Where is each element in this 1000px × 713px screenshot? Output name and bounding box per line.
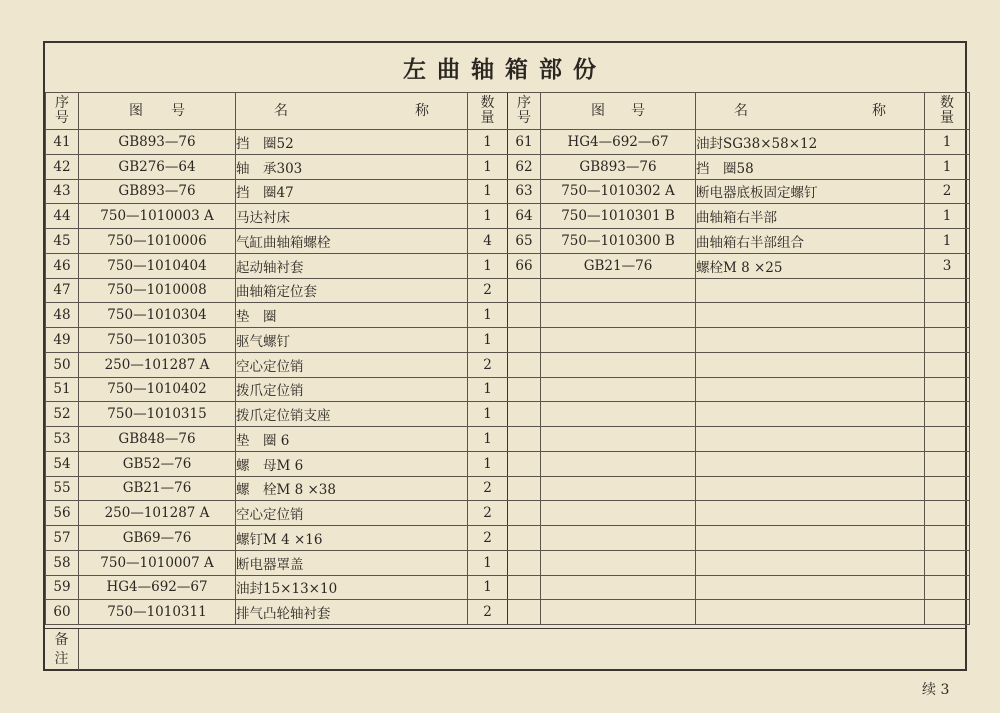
row-quantity: 2 bbox=[925, 179, 970, 204]
row-quantity bbox=[925, 575, 970, 600]
row-part-name: 拨爪定位销 bbox=[236, 377, 468, 402]
row-seq bbox=[508, 377, 541, 402]
row-seq bbox=[508, 402, 541, 427]
row-seq: 51 bbox=[46, 377, 79, 402]
row-seq bbox=[508, 352, 541, 377]
table-row bbox=[46, 427, 508, 452]
row-seq bbox=[508, 575, 541, 600]
row-part-name: 螺钉M 4 ×16 bbox=[236, 526, 468, 551]
row-quantity: 1 bbox=[468, 377, 508, 402]
row-drawing-number bbox=[541, 575, 696, 600]
row-drawing-number: GB893—76 bbox=[541, 154, 696, 179]
row-quantity bbox=[925, 352, 970, 377]
row-drawing-number bbox=[541, 278, 696, 303]
table-row bbox=[46, 278, 508, 303]
table-row bbox=[508, 154, 970, 179]
row-part-name: 油封15×13×10 bbox=[236, 575, 468, 600]
row-quantity: 1 bbox=[468, 451, 508, 476]
row-part-name bbox=[696, 427, 925, 452]
row-part-name: 空心定位销 bbox=[236, 352, 468, 377]
parts-list-sheet bbox=[43, 41, 967, 671]
row-drawing-number: 750—1010305 bbox=[79, 328, 236, 353]
row-drawing-number bbox=[541, 402, 696, 427]
row-drawing-number: 750—1010304 bbox=[79, 303, 236, 328]
row-quantity: 1 bbox=[468, 179, 508, 204]
row-drawing-number: GB21—76 bbox=[79, 476, 236, 501]
row-part-name: 断电器罩盖 bbox=[236, 550, 468, 575]
row-quantity bbox=[925, 600, 970, 625]
row-seq: 46 bbox=[46, 253, 79, 278]
row-seq: 56 bbox=[46, 501, 79, 526]
header-qty: 数 量 bbox=[925, 93, 970, 130]
table-row bbox=[46, 253, 508, 278]
row-quantity: 1 bbox=[468, 154, 508, 179]
parts-table-right bbox=[507, 92, 970, 625]
row-seq: 58 bbox=[46, 550, 79, 575]
row-drawing-number: GB69—76 bbox=[79, 526, 236, 551]
row-drawing-number bbox=[541, 377, 696, 402]
row-quantity: 1 bbox=[468, 402, 508, 427]
row-drawing-number: 750—1010300 B bbox=[541, 229, 696, 254]
row-drawing-number: HG4—692—67 bbox=[79, 575, 236, 600]
row-part-name bbox=[696, 402, 925, 427]
table-row bbox=[508, 204, 970, 229]
row-drawing-number: 750—1010402 bbox=[79, 377, 236, 402]
row-quantity: 1 bbox=[468, 204, 508, 229]
row-drawing-number: 250—101287 A bbox=[79, 352, 236, 377]
table-row bbox=[508, 575, 970, 600]
row-drawing-number bbox=[541, 451, 696, 476]
row-quantity: 1 bbox=[468, 575, 508, 600]
row-quantity: 2 bbox=[468, 526, 508, 551]
row-part-name: 垫 圈 bbox=[236, 303, 468, 328]
row-part-name: 马达衬床 bbox=[236, 204, 468, 229]
row-part-name: 轴 承303 bbox=[236, 154, 468, 179]
table-row bbox=[46, 550, 508, 575]
table-row bbox=[508, 179, 970, 204]
table-row bbox=[508, 278, 970, 303]
row-seq: 47 bbox=[46, 278, 79, 303]
table-row bbox=[508, 377, 970, 402]
row-part-name: 驱气螺钉 bbox=[236, 328, 468, 353]
row-seq: 42 bbox=[46, 154, 79, 179]
row-quantity: 2 bbox=[468, 278, 508, 303]
table-row bbox=[46, 130, 508, 155]
row-seq: 66 bbox=[508, 253, 541, 278]
row-part-name bbox=[696, 451, 925, 476]
row-part-name bbox=[696, 303, 925, 328]
row-quantity: 1 bbox=[468, 253, 508, 278]
row-part-name: 挡 圈52 bbox=[236, 130, 468, 155]
row-seq bbox=[508, 303, 541, 328]
row-seq: 65 bbox=[508, 229, 541, 254]
row-seq: 48 bbox=[46, 303, 79, 328]
table-row bbox=[508, 600, 970, 625]
table-row bbox=[508, 526, 970, 551]
table-row bbox=[46, 501, 508, 526]
row-part-name: 螺栓M 8 ×25 bbox=[696, 253, 925, 278]
row-quantity bbox=[925, 550, 970, 575]
table-row bbox=[46, 352, 508, 377]
row-part-name: 垫 圈 6 bbox=[236, 427, 468, 452]
table-row bbox=[508, 253, 970, 278]
table-row bbox=[508, 303, 970, 328]
row-quantity bbox=[925, 303, 970, 328]
row-quantity: 1 bbox=[468, 130, 508, 155]
row-quantity: 2 bbox=[468, 501, 508, 526]
row-drawing-number: 750—1010302 A bbox=[541, 179, 696, 204]
row-drawing-number bbox=[541, 476, 696, 501]
table-row bbox=[46, 303, 508, 328]
row-part-name: 排气凸轮轴衬套 bbox=[236, 600, 468, 625]
row-drawing-number: 750—1010315 bbox=[79, 402, 236, 427]
table-row bbox=[508, 352, 970, 377]
row-seq: 59 bbox=[46, 575, 79, 600]
row-seq: 64 bbox=[508, 204, 541, 229]
row-seq bbox=[508, 328, 541, 353]
row-drawing-number bbox=[541, 303, 696, 328]
row-part-name bbox=[696, 352, 925, 377]
row-part-name: 螺 母M 6 bbox=[236, 451, 468, 476]
table-row bbox=[46, 451, 508, 476]
row-drawing-number: 750—1010006 bbox=[79, 229, 236, 254]
row-quantity: 1 bbox=[925, 130, 970, 155]
row-part-name: 气缸曲轴箱螺栓 bbox=[236, 229, 468, 254]
row-quantity: 1 bbox=[925, 204, 970, 229]
row-quantity bbox=[925, 451, 970, 476]
header-drawing: 图 号 bbox=[79, 93, 236, 130]
table-row bbox=[46, 179, 508, 204]
row-seq bbox=[508, 600, 541, 625]
row-seq bbox=[508, 451, 541, 476]
row-seq bbox=[508, 427, 541, 452]
row-part-name: 挡 圈58 bbox=[696, 154, 925, 179]
table-row bbox=[508, 328, 970, 353]
row-part-name: 拨爪定位销支座 bbox=[236, 402, 468, 427]
table-row bbox=[46, 600, 508, 625]
row-seq: 60 bbox=[46, 600, 79, 625]
row-seq: 63 bbox=[508, 179, 541, 204]
table-row bbox=[46, 328, 508, 353]
row-drawing-number: GB21—76 bbox=[541, 253, 696, 278]
table-row bbox=[508, 501, 970, 526]
row-seq: 43 bbox=[46, 179, 79, 204]
row-quantity bbox=[925, 377, 970, 402]
row-seq bbox=[508, 501, 541, 526]
row-drawing-number bbox=[541, 550, 696, 575]
row-drawing-number: 750—1010003 A bbox=[79, 204, 236, 229]
header-name: 名 称 bbox=[696, 93, 925, 130]
header-seq: 序 号 bbox=[508, 93, 541, 130]
table-row bbox=[508, 550, 970, 575]
row-drawing-number bbox=[541, 427, 696, 452]
row-part-name bbox=[696, 526, 925, 551]
row-part-name: 油封SG38×58×12 bbox=[696, 130, 925, 155]
row-drawing-number: 750—1010301 B bbox=[541, 204, 696, 229]
row-seq: 55 bbox=[46, 476, 79, 501]
row-drawing-number bbox=[541, 526, 696, 551]
row-seq bbox=[508, 526, 541, 551]
row-part-name: 曲轴箱右半部 bbox=[696, 204, 925, 229]
row-drawing-number: GB52—76 bbox=[79, 451, 236, 476]
parts-table-left bbox=[45, 92, 508, 625]
row-seq: 41 bbox=[46, 130, 79, 155]
row-quantity: 2 bbox=[468, 600, 508, 625]
row-quantity: 1 bbox=[925, 229, 970, 254]
table-row bbox=[508, 130, 970, 155]
row-quantity bbox=[925, 402, 970, 427]
row-seq bbox=[508, 278, 541, 303]
row-drawing-number: GB893—76 bbox=[79, 179, 236, 204]
row-seq: 53 bbox=[46, 427, 79, 452]
row-seq bbox=[508, 550, 541, 575]
row-drawing-number bbox=[541, 501, 696, 526]
row-quantity: 1 bbox=[925, 154, 970, 179]
notes-label: 备 注 bbox=[45, 629, 79, 670]
row-seq: 52 bbox=[46, 402, 79, 427]
row-part-name: 空心定位销 bbox=[236, 501, 468, 526]
row-quantity: 1 bbox=[468, 427, 508, 452]
row-quantity: 4 bbox=[468, 229, 508, 254]
row-seq: 61 bbox=[508, 130, 541, 155]
row-drawing-number: 750—1010007 A bbox=[79, 550, 236, 575]
row-part-name bbox=[696, 377, 925, 402]
row-seq: 62 bbox=[508, 154, 541, 179]
row-part-name: 螺 栓M 8 ×38 bbox=[236, 476, 468, 501]
row-drawing-number: 250—101287 A bbox=[79, 501, 236, 526]
row-drawing-number: 750—1010404 bbox=[79, 253, 236, 278]
table-row bbox=[508, 476, 970, 501]
table-row bbox=[46, 526, 508, 551]
table-row bbox=[508, 402, 970, 427]
row-part-name bbox=[696, 278, 925, 303]
row-drawing-number: GB276—64 bbox=[79, 154, 236, 179]
row-seq: 45 bbox=[46, 229, 79, 254]
row-quantity bbox=[925, 476, 970, 501]
row-quantity: 2 bbox=[468, 476, 508, 501]
title-row bbox=[45, 43, 965, 93]
row-drawing-number: GB848—76 bbox=[79, 427, 236, 452]
row-part-name bbox=[696, 501, 925, 526]
row-quantity: 1 bbox=[468, 303, 508, 328]
table-row bbox=[46, 154, 508, 179]
table-row bbox=[46, 476, 508, 501]
row-part-name: 曲轴箱右半部组合 bbox=[696, 229, 925, 254]
row-part-name bbox=[696, 575, 925, 600]
row-part-name bbox=[696, 600, 925, 625]
notes-row bbox=[45, 628, 965, 670]
row-seq: 50 bbox=[46, 352, 79, 377]
row-quantity bbox=[925, 501, 970, 526]
row-quantity bbox=[925, 427, 970, 452]
row-drawing-number: 750—1010008 bbox=[79, 278, 236, 303]
row-quantity bbox=[925, 526, 970, 551]
row-part-name bbox=[696, 476, 925, 501]
row-quantity: 2 bbox=[468, 352, 508, 377]
row-quantity bbox=[925, 328, 970, 353]
table-row bbox=[46, 204, 508, 229]
header-qty: 数 量 bbox=[468, 93, 508, 130]
row-part-name: 曲轴箱定位套 bbox=[236, 278, 468, 303]
header-name: 名 称 bbox=[236, 93, 468, 130]
row-part-name bbox=[696, 550, 925, 575]
table-row bbox=[46, 229, 508, 254]
row-drawing-number bbox=[541, 352, 696, 377]
table-row bbox=[46, 377, 508, 402]
row-drawing-number: 750—1010311 bbox=[79, 600, 236, 625]
row-part-name: 挡 圈47 bbox=[236, 179, 468, 204]
row-drawing-number: HG4—692—67 bbox=[541, 130, 696, 155]
header-seq: 序 号 bbox=[46, 93, 79, 130]
row-drawing-number bbox=[541, 600, 696, 625]
row-part-name bbox=[696, 328, 925, 353]
row-part-name: 起动轴衬套 bbox=[236, 253, 468, 278]
row-drawing-number: GB893—76 bbox=[79, 130, 236, 155]
row-seq: 54 bbox=[46, 451, 79, 476]
row-seq: 49 bbox=[46, 328, 79, 353]
page-number: 续 3 bbox=[922, 682, 950, 698]
row-part-name: 断电器底板固定螺钉 bbox=[696, 179, 925, 204]
header-drawing: 图 号 bbox=[541, 93, 696, 130]
row-quantity bbox=[925, 278, 970, 303]
row-quantity: 1 bbox=[468, 328, 508, 353]
table-row bbox=[46, 402, 508, 427]
table-row bbox=[508, 451, 970, 476]
row-seq: 57 bbox=[46, 526, 79, 551]
table-row bbox=[508, 229, 970, 254]
row-quantity: 3 bbox=[925, 253, 970, 278]
row-seq: 44 bbox=[46, 204, 79, 229]
table-row bbox=[46, 575, 508, 600]
table-row bbox=[508, 427, 970, 452]
row-seq bbox=[508, 476, 541, 501]
row-quantity: 1 bbox=[468, 550, 508, 575]
page-title: 左曲轴箱部份 bbox=[403, 57, 607, 83]
row-drawing-number bbox=[541, 328, 696, 353]
